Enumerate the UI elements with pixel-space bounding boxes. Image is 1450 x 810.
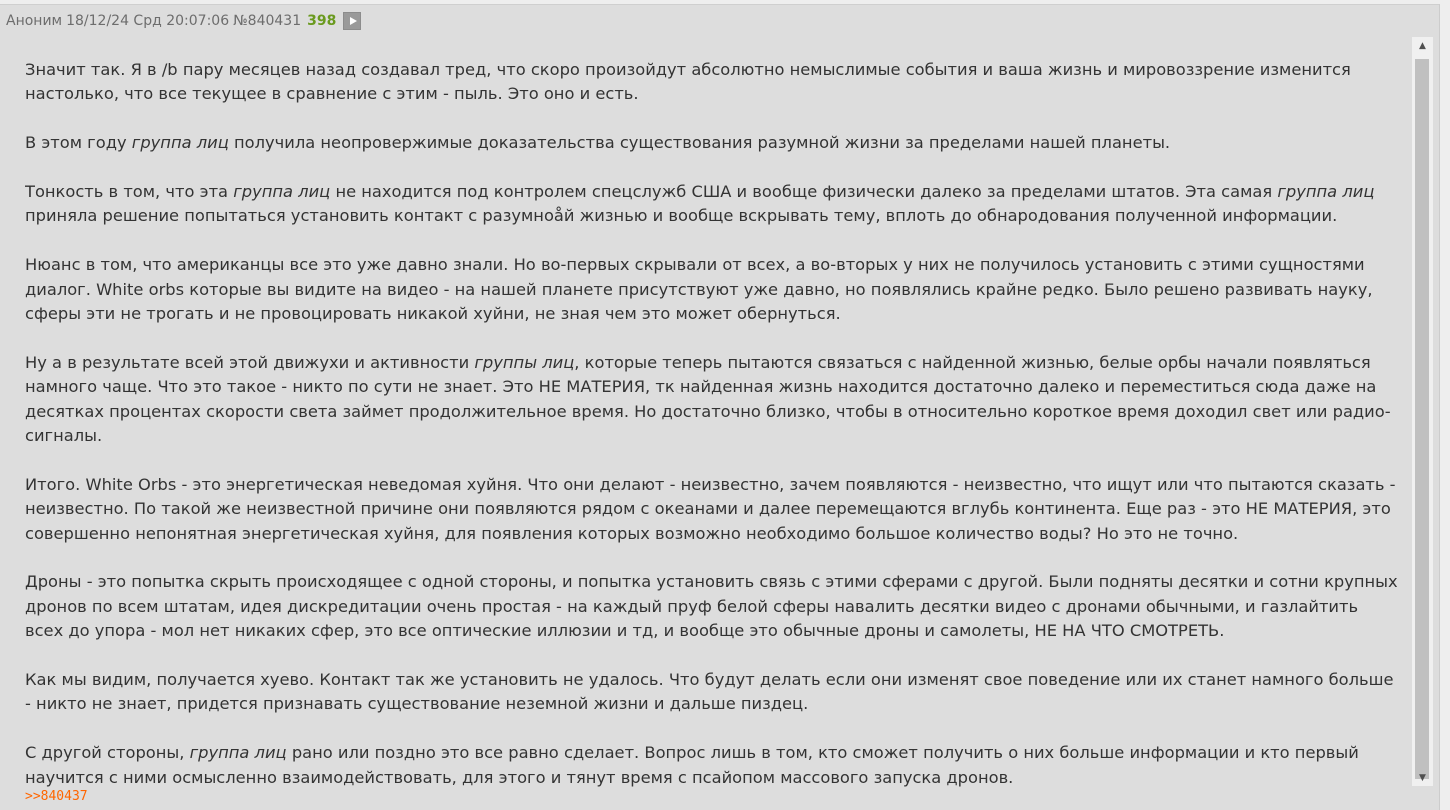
italic-text: группа лиц: [1277, 182, 1375, 201]
text-segment: получила неопровержимые доказательства существования разумной жизни за пределами нашей планеты.: [228, 133, 1171, 153]
text-segment: , которые теперь пытаются связаться с найденной жизнью, белые орбы начали появляться намного чаще. Что это такое - никто по сути не знает. Это НЕ МАТЕРИЯ, тк найденная жизнь находится достаточно далеко и переместиться сюда даже на десятках процентах скорости света займет продолжительное время. Но достаточно близко, чтобы в относительно короткое время доходил свет или радио-сигналы.: [25, 352, 1391, 446]
post-body: [25, 58, 1400, 790]
text-segment: Итого. White Orbs - это энергетическая неведомая хуйня. Что они делают - неизвестно, зачем появляются - неизвестно, что ищут или что пытаются сказать - неизвестно. По такой же неизвестной причине они появляются рядом с океанами и далее перемещаются вглубь континента. Еще раз - это НЕ МАТЕРИЯ, это совершенно непонятная энергетическая хуйня, для появления которых возможно необходимо большое количество воды? Но это не точно.: [25, 474, 1396, 543]
scroll-up-icon[interactable]: ▲: [1419, 40, 1426, 51]
post-replies-count[interactable]: 398: [307, 13, 337, 29]
post-author: Аноним: [6, 13, 63, 29]
text-segment: Как мы видим, получается хуево. Контакт так же установить не удалось. Что будут делать если они изменят свое поведение или их станет намного больше - никто не знает, придется признавать существование неземной жизни и дальше пиздец.: [25, 670, 1394, 714]
text-segment: В этом году: [25, 133, 132, 153]
scroll-down-icon[interactable]: ▼: [1419, 772, 1426, 783]
post-paragraph: [25, 253, 1400, 326]
reply-link[interactable]: >>840437: [25, 789, 88, 804]
post-paragraph: [25, 570, 1400, 643]
text-segment: С другой стороны,: [25, 743, 190, 763]
italic-text: группа лиц: [189, 743, 287, 763]
post-header: [6, 12, 365, 30]
text-segment: Ну а в результате всей этой движухи и активности: [25, 352, 475, 372]
post-paragraph: [25, 741, 1400, 790]
post-paragraph: [25, 131, 1400, 155]
text-segment: не находится под контролем спецслужб США и вообще физически далеко за пределами штатов. Эта самая: [330, 182, 1278, 201]
post-paragraph: [25, 180, 1400, 229]
post-paragraph: [25, 668, 1400, 717]
post-paragraph: [25, 58, 1400, 107]
text-segment: Дроны - это попытка скрыть происходящее с одной стороны, и попытка установить связь с этими сферами с другой. Были подняты десятки и сотни крупных дронов по всем штатам, идея дискредитации очень простая - на каждый пруф белой сферы навалить десятки видео с дронами обычными, и газлайтить всех до упора - мол нет никаких сфер, это все оптические иллюзии и тд, и вообще это обычные дроны и самолеты, НЕ НА ЧТО СМОТРЕТЬ.: [25, 572, 1398, 641]
post: [0, 4, 1440, 810]
italic-text: группа лиц: [131, 133, 229, 153]
scrollbar[interactable]: [1412, 37, 1433, 786]
post-paragraph: [25, 473, 1400, 546]
play-icon[interactable]: [343, 12, 361, 30]
italic-text: группа лиц: [233, 182, 331, 201]
text-segment: Тонкость в том, что эта: [25, 182, 234, 201]
post-paragraph: [25, 351, 1400, 449]
italic-text: группы лиц: [474, 352, 575, 372]
post-number[interactable]: №840431: [233, 13, 302, 29]
text-segment: Значит так. Я в /b пару месяцев назад создавал тред, что скоро произойдут абсолютно немыслимые события и ваша жизнь и мировоззрение изменится настолько, что все текущее в сравнение с этим - пыль. Это оно и есть.: [25, 60, 1351, 104]
text-segment: рано или поздно это все равно сделает. Вопрос лишь в том, кто сможет получить о них больше информации и кто первый научится с ними осмысленно взаимодействовать, для этого и тянут время с псайопом массового запуска дронов.: [25, 743, 1359, 787]
post-date: 18/12/24 Срд 20:07:06: [66, 13, 230, 29]
scroll-thumb[interactable]: [1415, 59, 1429, 779]
text-segment: Нюанс в том, что американцы все это уже давно знали. Но во-первых скрывали от всех, а во-вторых у них не получилось установить с этими сущностями диалог. White orbs которые вы видите на видео - на нашей планете присутствуют уже давно, но появлялись крайне редко. Было решено развивать науку, сферы эти не трогать и не провоцировать никакой хуйни, не зная чем это может обернуться.: [25, 255, 1373, 324]
text-segment: приняла решение попытаться установить контакт с разумноа̊й жизнью и вообще вскрывать тему, вплоть до обнародования полученной информации.: [25, 206, 1338, 226]
